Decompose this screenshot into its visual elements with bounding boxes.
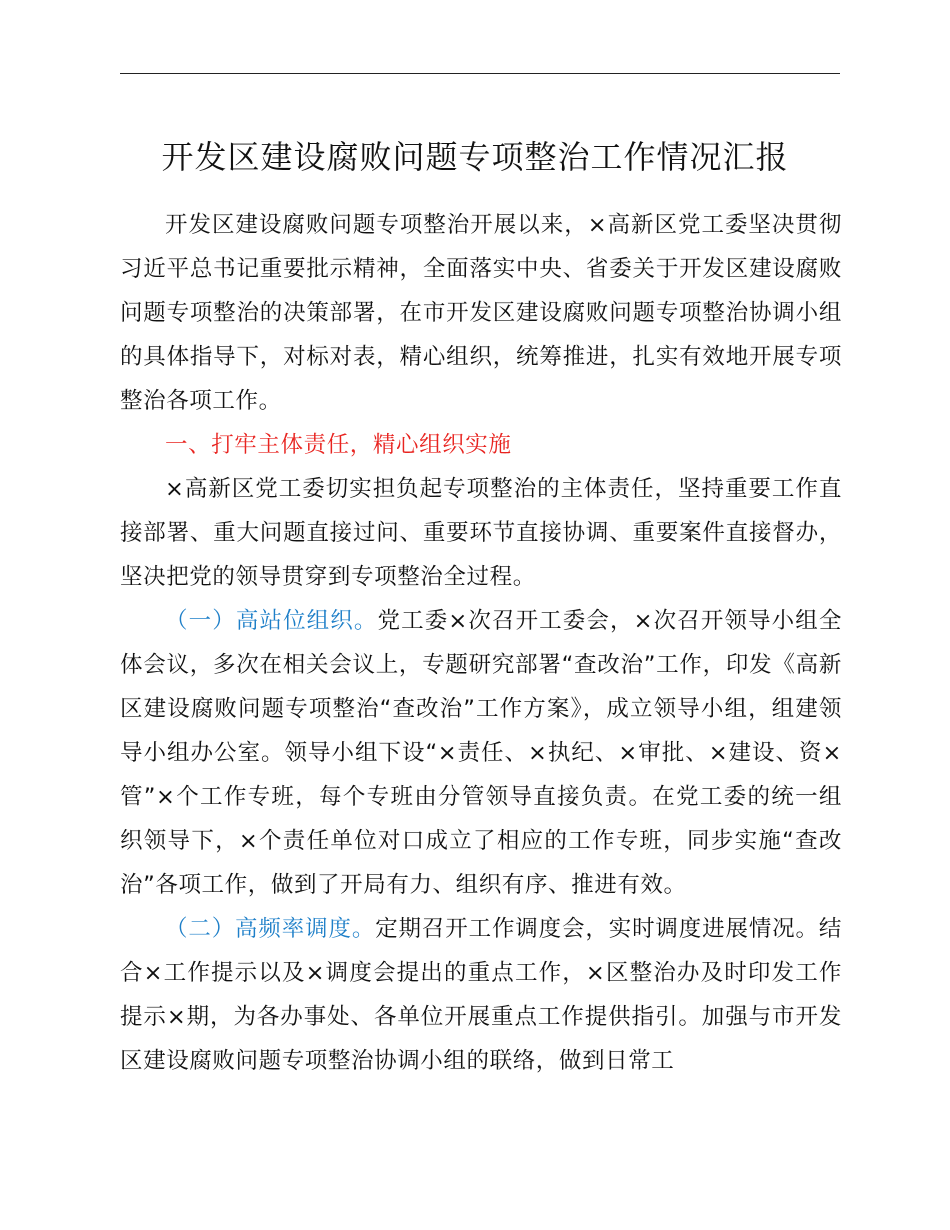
- intro-paragraph: 开发区建设腐败问题专项整治开展以来，×高新区党工委坚决贯彻习近平总书记重要批示精神，全面落实中央、省委关于开发区建设腐败问题专项整治的决策部署，在市开发区建设腐败问题专项整治协调小组的具体指导下，对标对表，精心组织，统筹推进，扎实有效地开展专项整治各项工作。: [120, 212, 842, 414]
- subsection-body-2: 定期召开工作调度会，实时调度进展情况。结合×工作提示以及×调度会提出的重点工作，×区整治办及时印发工作提示×期，为各办事处、各单位开展重点工作提供指引。加强与市开发区建设腐败问题专项整治协调小组的联络，做到日常工: [120, 916, 842, 1074]
- subsection-paragraph-1: [120, 599, 842, 907]
- subsection-paragraph-2: [120, 907, 842, 1083]
- section-paragraph-1: ×高新区党工委切实担负起专项整治的主体责任，坚持重要工作直接部署、重大问题直接过问、重要环节直接协调、重要案件直接督办，坚决把党的领导贯穿到专项整治全过程。: [120, 476, 842, 590]
- subsection-heading-1: （一）高站位组织。: [165, 608, 378, 634]
- document-body: [120, 203, 842, 1083]
- subsection-body-1: 党工委×次召开工委会，×次召开领导小组全体会议，多次在相关会议上，专题研究部署“查改治”工作，印发《高新区建设腐败问题专项整治“查改治”工作方案》，成立领导小组，组建领导小组办公室。领导小组下设“×责任、×执纪、×审批、×建设、资×管”×个工作专班，每个专班由分管领导直接负责。在党工委的统一组织领导下，×个责任单位对口成立了相应的工作专班，同步实施“查改治”各项工作，做到了开局有力、组织有序、推进有效。: [120, 608, 842, 898]
- document-title: 开发区建设腐败问题专项整治工作情况汇报: [161, 138, 789, 176]
- subsection-heading-2: （二）高频率调度。: [165, 916, 376, 942]
- section-heading-1: 一、打牢主体责任，精心组织实施: [165, 432, 512, 458]
- header-rule: [120, 73, 840, 74]
